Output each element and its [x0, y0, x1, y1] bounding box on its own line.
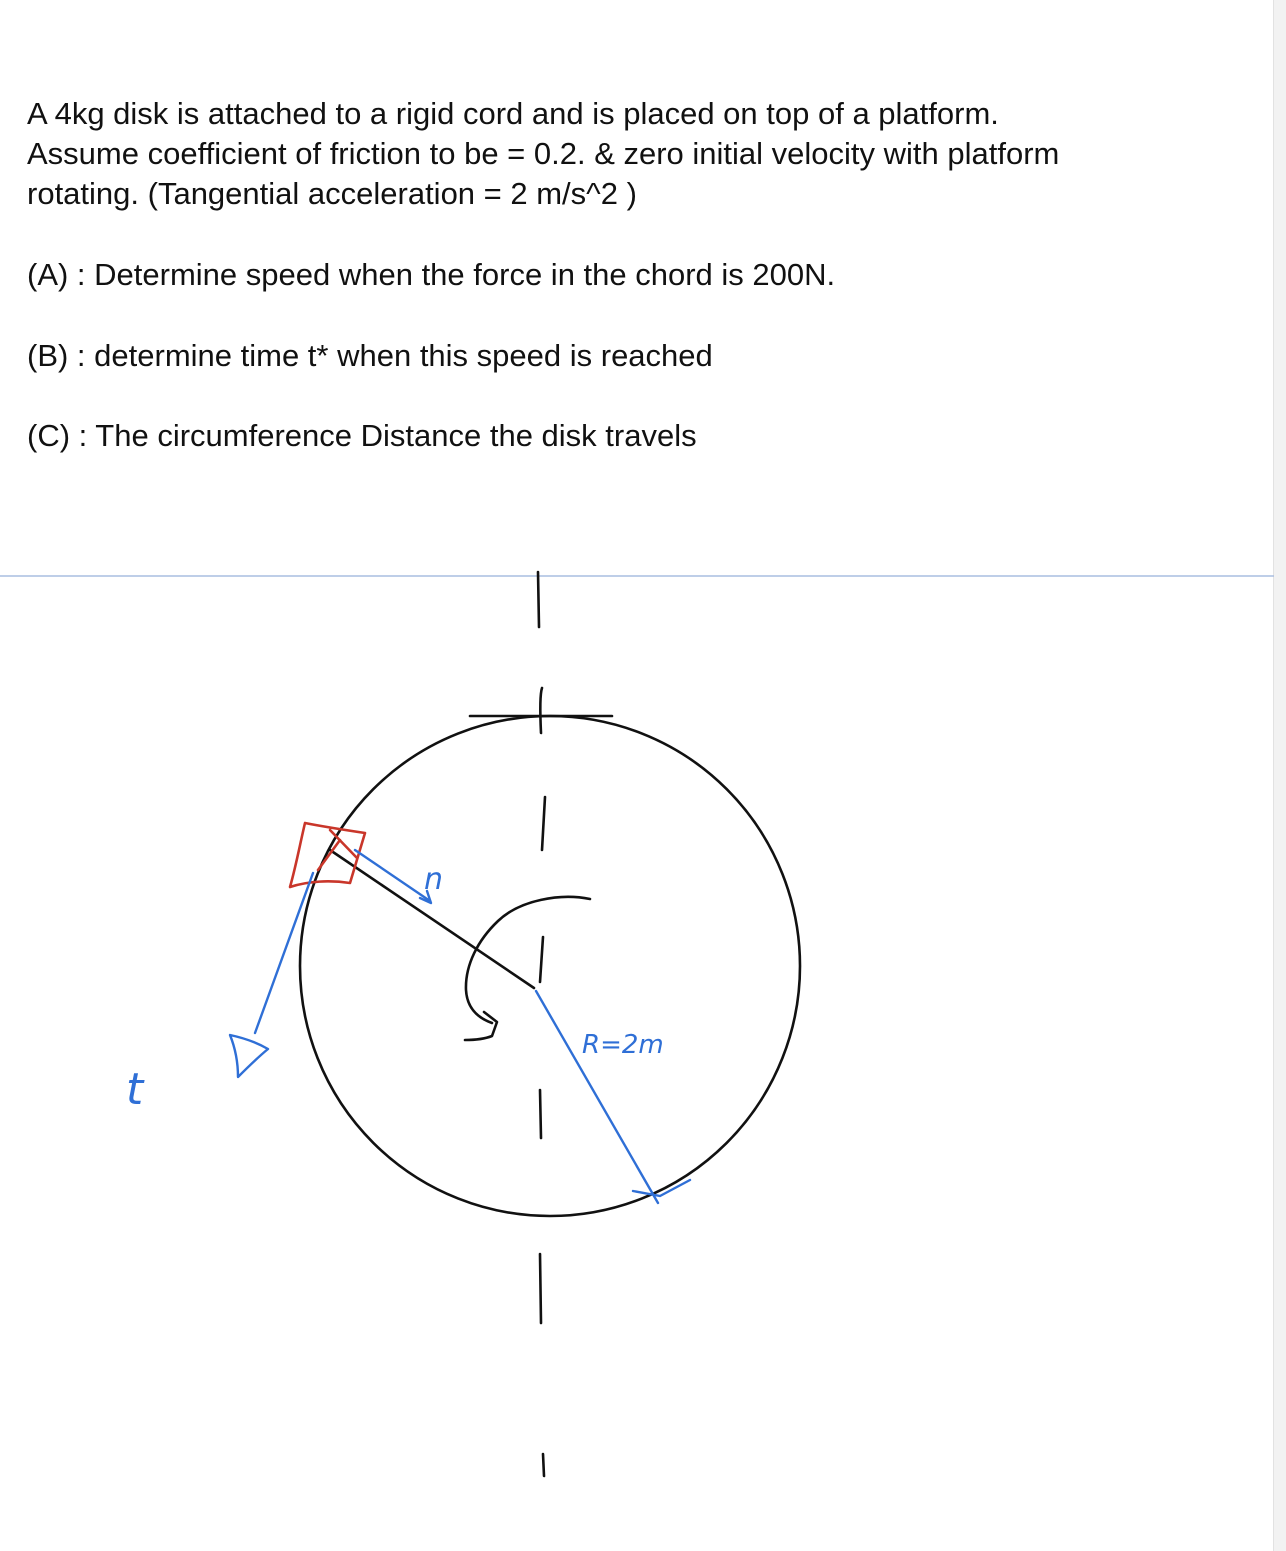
disk-block	[290, 823, 365, 887]
axis-dash	[542, 797, 545, 850]
axis-dash	[543, 1454, 544, 1476]
normal-axis-arrow	[355, 850, 431, 903]
intro-line: Assume coefficient of friction to be = 0.2. & zero initial velocity with platform	[27, 136, 1060, 171]
axis-dash	[540, 688, 542, 733]
radius-arrow	[536, 991, 690, 1203]
axis-dash	[540, 1090, 541, 1138]
part-a-question: (A) : Determine speed when the force in the chord is 200N.	[27, 257, 836, 292]
normal-axis-label: n	[424, 862, 444, 897]
part-b-question: (B) : determine time t* when this speed is reached	[27, 338, 713, 373]
intro-line: rotating. (Tangential acceleration = 2 m/s^2 )	[27, 176, 637, 211]
rotation-arrow	[465, 897, 590, 1040]
radius-label: R=2m	[582, 1030, 664, 1060]
tangential-axis-label: t	[126, 1064, 144, 1115]
axis-dash	[540, 1254, 541, 1323]
part-c-question: (C) : The circumference Distance the disk travels	[27, 418, 697, 453]
rotation-axis	[538, 572, 545, 1476]
axis-dash	[540, 937, 543, 982]
platform-circle	[300, 716, 800, 1216]
axis-dash	[538, 572, 539, 627]
intro-line: A 4kg disk is attached to a rigid cord and is placed on top of a platform.	[27, 96, 999, 131]
